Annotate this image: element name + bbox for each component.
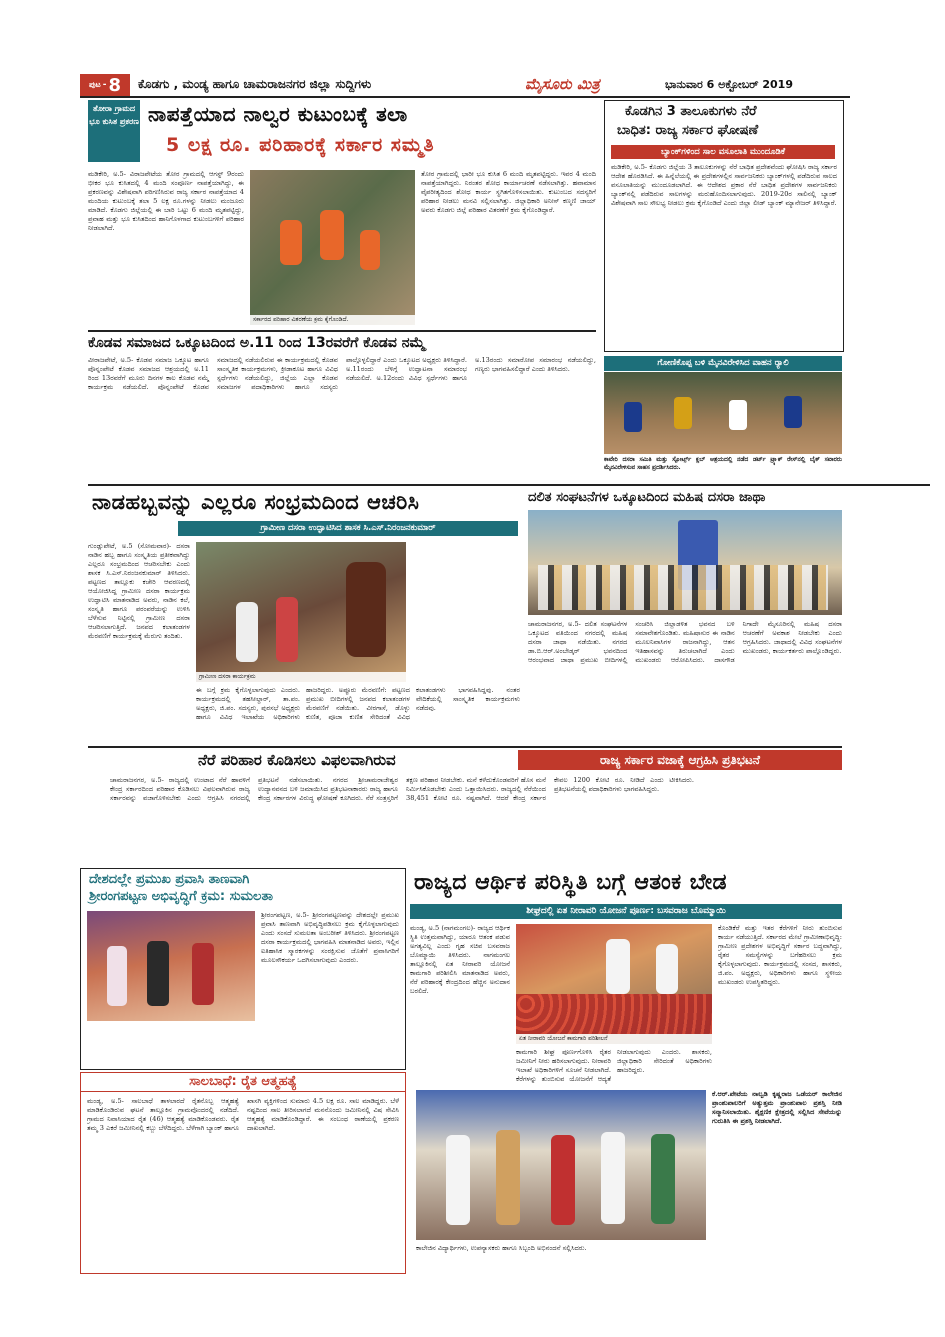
paper-name: ಮೈಸೂರು ಮಿತ್ರ [525,75,600,93]
rally-photo [604,372,842,454]
story-nadahabba [88,484,520,742]
photo-caption: ಏತ ನೀರಾವರಿ ಯೋಜನೆ ಕಾಮಗಾರಿ ಪರಿಶೀಲನೆ [516,1034,712,1044]
subhead: ಶೀಘ್ರದಲ್ಲಿ ಏತ ನೀರಾವರಿ ಯೋಜನೆ ಪೂರ್ಣ: ಬಸವರಾಜ ಬೊಮ್ಮಾಯಿ [410,904,842,919]
masthead [80,74,850,98]
subhead: ಗ್ರಾಮೀಣ ದಸರಾ ಉದ್ಘಾಟಿಸಿದ ಶಾಸಕ ಸಿ.ಎಸ್.ನಿರಂಜನಕುಮಾರ್ [178,521,518,536]
fruit-display [516,994,712,1034]
story-tag: ತೋರಾ ಗ್ರಾಮದ ಭೂ ಕುಸಿತ ಪ್ರಕರಣ [88,100,140,162]
headline: ನೆರೆ ಪರಿಹಾರ ಕೊಡಿಸಲು ವಿಫಲವಾಗಿರುವ [198,751,396,769]
story-mahisha-dasara [522,484,842,742]
story-kodagu-flood [604,100,844,352]
person-figure [446,1135,470,1225]
article-body: ಮಡಿಕೇರಿ, ಅ.5- ಕೊಡಗು ಜಿಲ್ಲೆಯ 3 ತಾಲೂಕುಗಳನ್ನು ನೆರೆ ಬಾಧಿತ ಪ್ರದೇಶವೆಂದು ಘೋಷಿಸಿ ರಾಜ್ಯ ಸರ್ಕಾರ ಆದೇಶ ಹೊರಡಿಸಿದೆ. ಈ ಹಿನ್ನೆಲೆಯಲ್ಲಿ ಈ ಪ್ರದೇಶಗಳಲ್ಲಿನ ಸಾರ್ವಜನಿಕರು ಬ್ಯಾಂಕ್‌ಗಳಲ್ಲಿ ಪಡೆದಿರುವ ಸಾಲದ ವಸೂಲಾತಿಯನ್ನು ಮುಂದೂಡಲಾಗಿದೆ. ಈ ಆದೇಶದ ಪ್ರಕಾರ ನೆರೆ ಬಾಧಿತ ಪ್ರದೇಶಗಳ ಸಾರ್ವಜನಿಕರು ಬ್ಯಾಂಕ್‌ನಲ್ಲಿ ಪಡೆದಿರುವ ಸಾಲಗಳನ್ನು ಮರುಹೊಂದಿಸಲಾಗುವುದು. 2019-20ರ ಸಾಲಿನಲ್ಲಿ ಬ್ಯಾಂಕ್ ವಿಶೇಷವಾಗಿ ಸಾಲ ಸೌಲಭ್ಯ ನೀಡಲು ಕ್ರಮ ಕೈಗೊಂಡಿದೆ ಎಂದು ಜಿಲ್ಲಾ ಲೀಡ್ ಬ್ಯಾಂಕ್ ಮ್ಯಾನೇಜರ್ ತಿಳಿಸಿದ್ದಾರೆ. [611,163,837,207]
person-figure [656,944,678,994]
headline-tag: ರಾಜ್ಯ ಸರ್ಕಾರ ವಜಾಕ್ಕೆ ಆಗ್ರಹಿಸಿ ಪ್ರತಿಭಟನೆ [518,750,842,770]
article-body: ಮಡಿಕೇರಿ, ಅ.5- ವಿರಾಜಪೇಟೆಯ ತೋರ ಗ್ರಾಮದಲ್ಲಿ ಆಗಸ್ಟ್ 9ರಂದು ಭೀಕರ ಭೂ ಕುಸಿತದಲ್ಲಿ 4 ಮಂದಿ ಸಂಪೂರ್ಣ ನಾಪತ್ತೆಯಾಗಿದ್ದು, ಈ ಪ್ರಕರಣವನ್ನು ವಿಶೇಷವಾಗಿ ಪರಿಗಣಿಸಿರುವ ರಾಜ್ಯ ಸರ್ಕಾರ ನಾಪತ್ತೆಯಾದ 4 ಮಂದಿಯ ಕುಟುಂಬಕ್ಕೆ ತಲಾ 5 ಲಕ್ಷ ರೂ.ಗಳನ್ನು ನೀಡಲು ಮಂಜೂರು ಮಾಡಿದೆ. ಕೊಡಗು ಜಿಲ್ಲೆಯಲ್ಲಿ ಈ ಬಾರಿ ಒಟ್ಟು 6 ಮಂದಿ ಮೃತಪಟ್ಟಿದ್ದು, ಪ್ರವಾಹ ಮತ್ತು ಭೂ ಕುಸಿತದಿಂದ ಹಾನಿಗೊಳಗಾದ ಕುಟುಂಬಗಳಿಗೆ ಪರಿಹಾರ ನೀಡಲಾಗಿದೆ. [88,170,244,232]
person-figure [147,941,169,1006]
person-figure [496,1130,520,1225]
article-body: ಮಂಡ್ಯ, ಅ.5 (ನಾಗಮಂಗಲ)- ರಾಜ್ಯದ ಆರ್ಥಿಕ ಸ್ಥಿತಿ ಉತ್ತಮವಾಗಿದ್ದು, ಯಾರೂ ಆತಂಕ ಪಡುವ ಅಗತ್ಯವಿಲ್ಲ ಎಂದು ಗೃಹ ಸಚಿವ ಬಸವರಾಜ ಬೊಮ್ಮಾಯಿ ತಿಳಿಸಿದರು. ನಾಗಮಂಗಲ ತಾಲ್ಲೂಕಿನಲ್ಲಿ ಏತ ನೀರಾವರಿ ಯೋಜನೆ ಕಾಮಗಾರಿ ಪರಿಶೀಲಿಸಿ ಮಾತನಾಡಿದ ಅವರು, ನೆರೆ ಪರಿಹಾರಕ್ಕೆ ಕೇಂದ್ರದಿಂದ ಹೆಚ್ಚಿನ ಅನುದಾನ ಬರಲಿದೆ. [410,924,510,995]
article-body-continued: ತೋರ ಗ್ರಾಮದಲ್ಲಿ ಭಾರೀ ಭೂ ಕುಸಿತ 6 ಮಂದಿ ಮೃತಪಟ್ಟಿದ್ದರು. ಇವರ 4 ಮಂದಿ ನಾಪತ್ತೆಯಾಗಿದ್ದರು. ನಿರಂತರ ಶೋಧ ಕಾರ್ಯಾಚರಣೆ ನಡೆಸಲಾಗಿತ್ತು. ಹವಾಮಾನ ವೈಪರೀತ್ಯದಿಂದ ಶೋಧ ಕಾರ್ಯ ಸ್ಥಗಿತಗೊಳಿಸಲಾಯಿತು. ಕುಟುಂಬದ ಸದಸ್ಯರಿಗೆ ಪರಿಹಾರ ನೀಡಲು ಮನವಿ ಸಲ್ಲಿಸಲಾಗಿತ್ತು. ಜಿಲ್ಲಾಧಿಕಾರಿ ಅನೀಸ್ ಕಣ್ಮಣಿ ಜಾಯ್ ಅವರು ಕೊಡಗು ಜಿಲ್ಲೆ ಪರಿಹಾರ ವಿತರಣೆಗೆ ಕ್ರಮ ಕೈಗೊಂಡಿದ್ದಾರೆ. [421,170,596,214]
crowd [538,565,828,610]
divider [88,746,842,748]
article-body: ಗುಂಡ್ಲುಪೇಟೆ, ಅ.5 (ಸೋಮವಾರ)- ದಸರಾ ನಾಡಿನ ಹಬ್ಬ ಹಾಗೂ ಸಂಸ್ಕೃತಿಯ ಪ್ರತೀಕವಾಗಿದ್ದು ಎಲ್ಲರೂ ಸಂಭ್ರಮದಿಂದ ಆಚರಿಸಬೇಕು ಎಂದು ಶಾಸಕ ಸಿ.ಎಸ್.ನಿರಂಜನಕುಮಾರ್ ತಿಳಿಸಿದರು. ಪಟ್ಟಣದ ತಾಲ್ಲೂಕು ಕಚೇರಿ ಆವರಣದಲ್ಲಿ ಆಯೋಜಿಸಿದ್ದ ಗ್ರಾಮೀಣ ದಸರಾ ಕಾರ್ಯಕ್ರಮ ಉದ್ಘಾಟಿಸಿ ಮಾತನಾಡಿದ ಅವರು, ನಾಡಿನ ಕಲೆ, ಸಂಸ್ಕೃತಿ ಹಾಗೂ ಪರಂಪರೆಯನ್ನು ಉಳಿಸಿ ಬೆಳೆಸುವ ನಿಟ್ಟಿನಲ್ಲಿ ಗ್ರಾಮೀಣ ದಸರಾ ಆಚರಿಸಲಾಗುತ್ತಿದೆ. ಜನಪದ ಕಲಾತಂಡಗಳ ಮೆರವಣಿಗೆ ಕಾರ್ಯಕ್ರಮಕ್ಕೆ ಮೆರುಗು ತಂದಿತು. [88,542,190,640]
person-figure [236,602,258,662]
story-srirangapatna [80,868,406,1070]
story-flood-relief-protest [110,746,842,864]
headline: ದೇಶದಲ್ಲೇ ಪ್ರಮುಖ ಪ್ರವಾಸಿ ತಾಣವಾಗಿ [89,872,250,887]
page-number: 8 [108,74,122,96]
issue-date: ಭಾನುವಾರ 6 ಅಕ್ಟೋಬರ್ 2019 [665,78,793,91]
rescue-worker [360,230,380,270]
headline: ದಲಿತ ಸಂಘಟನೆಗಳ ಒಕ್ಕೂಟದಿಂದ ಮಹಿಷ ದಸರಾ ಜಾಥಾ [528,490,766,505]
rider [674,397,692,429]
person-figure [107,946,127,1006]
headline: ಕೊಡಗಿನ 3 ತಾಲೂಕುಗಳು ನೆರೆ [625,104,757,119]
dasara-photo [196,542,406,682]
minister-photo [516,924,712,1044]
section-title: ಕೊಡಗು , ಮಂಡ್ಯ ಹಾಗೂ ಚಾಮರಾಜನಗರ ಜಿಲ್ಲಾ ಸುದ್ದಿಗಳು [138,77,372,91]
rescue-worker [320,210,344,260]
story-kodava-nammé [88,330,596,470]
story-farmer-suicide [80,1072,406,1274]
divider [88,330,596,332]
person-figure [601,1132,625,1224]
article-body: ಚಾಮರಾಜನಗರ, ಅ.5- ರಾಜ್ಯದಲ್ಲಿ ಉಂಟಾದ ನೆರೆ ಹಾವಳಿಗೆ ಕೇಂದ್ರ ಸರ್ಕಾರದಿಂದ ಪರಿಹಾರ ಕೊಡಿಸಲು ವಿಫಲವಾಗಿರುವ ರಾಜ್ಯ ಸರ್ಕಾರವನ್ನು ವಜಾಗೊಳಿಸಬೇಕು ಎಂದು ಆಗ್ರಹಿಸಿ ನಗರದಲ್ಲಿ ಪ್ರತಿಭಟನೆ ನಡೆಸಲಾಯಿತು. ನಗರದ ಶ್ರೀಚಾಮರಾಜೇಶ್ವರ ಉದ್ಯಾನವನದ ಬಳಿ ಜಮಾಯಿಸಿದ ಪ್ರತಿಭಟನಾಕಾರರು ರಾಜ್ಯ ಹಾಗೂ ಕೇಂದ್ರ ಸರ್ಕಾರಗಳ ವಿರುದ್ಧ ಘೋಷಣೆ ಕೂಗಿದರು. ನೆರೆ ಸಂತ್ರಸ್ತರಿಗೆ ತಕ್ಷಣ ಪರಿಹಾರ ನೀಡಬೇಕು. ಮನೆ ಕಳೆದುಕೊಂಡವರಿಗೆ ಹೊಸ ಮನೆ ನಿರ್ಮಿಸಿಕೊಡಬೇಕು ಎಂದು ಒತ್ತಾಯಿಸಿದರು. ರಾಜ್ಯದಲ್ಲಿ ನೆರೆಯಿಂದ 38,451 ಕೋಟಿ ರೂ. ನಷ್ಟವಾಗಿದೆ. ಆದರೆ ಕೇಂದ್ರ ಸರ್ಕಾರ ಕೇವಲ 1200 ಕೋಟಿ ರೂ. ನೀಡಿದೆ ಎಂದು ಟೀಕಿಸಿದರು. ಪ್ರತಿಭಟನೆಯಲ್ಲಿ ಪದಾಧಿಕಾರಿಗಳು ಭಾಗವಹಿಸಿದ್ದರು. [110,776,694,802]
page-label: ಪುಟ [88,80,101,89]
article-body: ಮಂಡ್ಯ, ಅ.5- ಸಾಲಬಾಧೆ ತಾಳಲಾರದೆ ರೈತನೊಬ್ಬ ಆತ್ಮಹತ್ಯೆ ಮಾಡಿಕೊಂಡಿರುವ ಘಟನೆ ತಾಲ್ಲೂಕಿನ ಗ್ರಾಮವೊಂದರಲ್ಲಿ ನಡೆದಿದೆ. ಗ್ರಾಮದ ನಿವಾಸಿಯಾದ ರೈತ (46) ಆತ್ಮಹತ್ಯೆ ಮಾಡಿಕೊಂಡವರು. ರೈತ ತಮ್ಮ 3 ಎಕರೆ ಜಮೀನಿನಲ್ಲಿ ಕಬ್ಬು ಬೆಳೆದಿದ್ದರು. ಬೆಳೆಗಾಗಿ ಬ್ಯಾಂಕ್ ಹಾಗೂ ಖಾಸಗಿ ವ್ಯಕ್ತಿಗಳಿಂದ ಸುಮಾರು 4.5 ಲಕ್ಷ ರೂ. ಸಾಲ ಮಾಡಿದ್ದರು. ಬೆಳೆ ನಷ್ಟದಿಂದ ಸಾಲ ತೀರಿಸಲಾಗದೆ ಮನನೊಂದು ಜಮೀನಿನಲ್ಲಿ ವಿಷ ಸೇವಿಸಿ ಆತ್ಮಹತ್ಯೆ ಮಾಡಿಕೊಂಡಿದ್ದಾರೆ. ಈ ಸಂಬಂಧ ಠಾಣೆಯಲ್ಲಿ ಪ್ರಕರಣ ದಾಖಲಾಗಿದೆ. [87,1097,399,1132]
dancer-figure [346,562,386,657]
headline: ರಾಜ್ಯದ ಆರ್ಥಿಕ ಪರಿಸ್ಥಿತಿ ಬಗ್ಗೆ ಆತಂಕ ಬೇಡ [414,870,728,895]
headline: ನಾಡಹಬ್ಬವನ್ನು ಎಲ್ಲರೂ ಸಂಭ್ರಮದಿಂದ ಆಚರಿಸಿ [92,490,420,514]
article-body: ಚಾಮರಾಜನಗರ, ಅ.5- ದಲಿತ ಸಂಘಟನೆಗಳ ಒಕ್ಕೂಟದ ವತಿಯಿಂದ ನಗರದಲ್ಲಿ ಮಹಿಷ ದಸರಾ ಜಾಥಾ ನಡೆಯಿತು. ನಗರದ ಡಾ.ಬಿ.ಆರ್.ಅಂಬೇಡ್ಕರ್ ಭವನದಿಂದ ಆರಂಭವಾದ ಜಾಥಾ ಪ್ರಮುಖ ಬೀದಿಗಳಲ್ಲಿ ಸಂಚರಿಸಿ ಜಿಲ್ಲಾಡಳಿತ ಭವನದ ಬಳಿ ಸಮಾವೇಶಗೊಂಡಿತು. ಮಹಿಷಾಸುರ ಈ ನಾಡಿನ ಮೂಲನಿವಾಸಿಗಳ ರಾಜನಾಗಿದ್ದು, ಆತನ ಇತಿಹಾಸವನ್ನು ತಿರುಚಲಾಗಿದೆ ಎಂದು ಮುಖಂಡರು ಆರೋಪಿಸಿದರು. ದಾಸಗೌಡ ನಿಗಾದೇ ಮೈಸೂರಿನಲ್ಲಿ ಮಹಿಷ ದಸರಾ ಆಚರಣೆಗೆ ಅವಕಾಶ ನೀಡಬೇಕು ಎಂದು ಆಗ್ರಹಿಸಿದರು. ಜಾಥಾದಲ್ಲಿ ವಿವಿಧ ಸಂಘಟನೆಗಳ ಮುಖಂಡರು, ಕಾರ್ಯಕರ್ತರು ಪಾಲ್ಗೊಂಡಿದ್ದರು. [528,620,842,664]
article-body: ವೀರಾಜಪೇಟೆ, ಅ.5- ಕೊಡವ ಸಮಾಜ ಒಕ್ಕೂಟ ಹಾಗೂ ಪೊನ್ನಂಪೇಟೆ ಕೊಡವ ಸಮಾಜದ ಆಶ್ರಯದಲ್ಲಿ ಅ.11 ರಿಂದ 13ರವರೆಗೆ ಮೂರು ದಿನಗಳ ಕಾಲ ಕೊಡವ ನಮ್ಮೆ ಕಾರ್ಯಕ್ರಮ ನಡೆಯಲಿದೆ. ಪೊನ್ನಂಪೇಟೆ ಕೊಡವ ಸಮಾಜದಲ್ಲಿ ನಡೆಯಲಿರುವ ಈ ಕಾರ್ಯಕ್ರಮದಲ್ಲಿ ಕೊಡವ ಸಾಂಸ್ಕೃತಿಕ ಕಾರ್ಯಕ್ರಮಗಳು, ಕ್ರೀಡಾಕೂಟ ಹಾಗೂ ವಿವಿಧ ಸ್ಪರ್ಧೆಗಳು ನಡೆಯಲಿದ್ದು, ಜಿಲ್ಲೆಯ ಎಲ್ಲಾ ಕೊಡವ ಸಮಾಜಗಳ ಪದಾಧಿಕಾರಿಗಳು ಹಾಗೂ ಸದಸ್ಯರು ಪಾಲ್ಗೊಳ್ಳಲಿದ್ದಾರೆ ಎಂದು ಒಕ್ಕೂಟದ ಅಧ್ಯಕ್ಷರು ತಿಳಿಸಿದ್ದಾರೆ. ಅ.11ರಂದು ಬೆಳಿಗ್ಗೆ ಉದ್ಘಾಟನಾ ಸಮಾರಂಭ ನಡೆಯಲಿದೆ. ಅ.12ರಂದು ವಿವಿಧ ಸ್ಪರ್ಧೆಗಳು ಹಾಗೂ ಅ.13ರಂದು ಸಮಾರೋಪ ಸಮಾರಂಭ ನಡೆಯಲಿದ್ದು, ಗಣ್ಯರು ಭಾಗವಹಿಸಲಿದ್ದಾರೆ ಎಂದು ತಿಳಿಸಿದರು. [88,356,596,391]
person-figure [192,943,214,1005]
rider [729,400,747,430]
page-number-badge [80,74,130,96]
article-body-continued: ಕಾಮಗಾರಿ ಶೀಘ್ರ ಪೂರ್ಣಗೊಳಿಸಿ ರೈತರ ಜಮೀನಿಗೆ ನೀರು ಹರಿಸಲಾಗುವುದು. ನೀರಾವರಿ ಇಲಾಖೆ ಅಧಿಕಾರಿಗಳಿಗೆ ಸೂಚನೆ ನೀಡಲಾಗಿದೆ. ಕೆರೆಗಳನ್ನು ತುಂಬಿಸುವ ಯೋಜನೆಗೆ ಆದ್ಯತೆ ನೀಡಲಾಗುವುದು ಎಂದರು. ಶಾಸಕರು, ಜಿಲ್ಲಾಧಿಕಾರಿ ಸೇರಿದಂತೆ ಅಧಿಕಾರಿಗಳು ಹಾಜರಿದ್ದರು. [516,1048,712,1083]
event-photo [87,911,255,1021]
title-bar [81,1073,405,1092]
headline-line-2: 5 ಲಕ್ಷ ರೂ. ಪರಿಹಾರಕ್ಕೆ ಸರ್ಕಾರ ಸಮ್ಮತಿ [166,134,435,156]
person-figure [276,597,298,662]
photo-caption: ಕಾವೇರಿ ದಸರಾ ಸಮಿತಿ ಮತ್ತು ಸ್ಪೋರ್ಟ್ಸ್ ಕ್ಲಬ್ ಆಶ್ರಯದಲ್ಲಿ ನಡೆದ ಡರ್ಟ್ ಟ್ರ್ಯಾಕ್ ರೇಸ್‌ನಲ್ಲಿ ಬೈಕ್ ಸವಾರರು ಮೈನವಿರೇಳಿಸುವ ಸಾಹಸ ಪ್ರದರ್ಶಿಸಿದರು. [604,456,842,471]
article-body-right: ಕೊಂಡಿಕೆರೆ ಮತ್ತು ಇತರ ಕೆರೆಗಳಿಗೆ ನೀರು ತುಂಬಿಸುವ ಕಾರ್ಯ ನಡೆಯುತ್ತಿದೆ. ಸರ್ಕಾರದ ಮೇಲೆ ಗ್ರಾಮೀಣಾಭಿವೃದ್ಧಿ: ಗ್ರಾಮೀಣ ಪ್ರದೇಶಗಳ ಅಭಿವೃದ್ಧಿಗೆ ಸರ್ಕಾರ ಬದ್ಧವಾಗಿದ್ದು, ರೈತರ ಸಮಸ್ಯೆಗಳನ್ನು ಬಗೆಹರಿಸಲು ಕ್ರಮ ಕೈಗೊಳ್ಳಲಾಗುವುದು. ಕಾರ್ಯಕ್ರಮದಲ್ಲಿ ಸಂಸದ, ಶಾಸಕರು, ಜಿ.ಪಂ. ಅಧ್ಯಕ್ಷರು, ಅಧಿಕಾರಿಗಳು ಹಾಗೂ ಸ್ಥಳೀಯ ಮುಖಂಡರು ಉಪಸ್ಥಿತರಿದ್ದರು. [718,924,842,986]
rider [624,402,642,432]
article-body: ಕಾಲೇಜಿನ ವಿದ್ಯಾರ್ಥಿಗಳು, ಉಪನ್ಯಾಸಕರು ಹಾಗೂ ಸಿಬ್ಬಂದಿ ಅಭಿನಂದನೆ ಸಲ್ಲಿಸಿದರು. [416,1244,587,1252]
rescue-worker [280,220,302,265]
photo-caption: ಸರ್ಕಾರದ ಪರಿಹಾರ ವಿತರಣೆಯ ಕ್ರಮ ಕೈಗೊಂಡಿದೆ. [250,315,415,325]
photo-title: ಗೋಣಿಕೊಪ್ಪ ಬಳಿ ಮೈನವಿರೇಳಿಸಿದ ವಾಹನ ರ್‍ಯಾಲಿ [604,356,842,371]
person-figure [551,1135,575,1225]
story-award [410,1090,842,1272]
rally-crowd-photo [528,510,842,615]
photo-caption: ಗ್ರಾಮೀಣ ದಸರಾ ಕಾರ್ಯಕ್ರಮ [196,672,406,682]
story-bike-rally [604,356,842,476]
headline: ನಾಪತ್ತೆಯಾದ ನಾಲ್ವರ ಕುಟುಂಬಕ್ಕೆ ತಲಾ [148,102,408,126]
article-body: ಶ್ರೀರಂಗಪಟ್ಟಣ, ಅ.5- ಶ್ರೀರಂಗಪಟ್ಟಣವನ್ನು ದೇಶದಲ್ಲೇ ಪ್ರಮುಖ ಪ್ರವಾಸಿ ತಾಣವಾಗಿ ಅಭಿವೃದ್ಧಿಪಡಿಸಲು ಕ್ರಮ ಕೈಗೊಳ್ಳಲಾಗುವುದು ಎಂದು ಸಂಸದೆ ಸುಮಲತಾ ಅಂಬರೀಶ್ ತಿಳಿಸಿದರು. ಶ್ರೀರಂಗಪಟ್ಟಣ ದಸರಾ ಕಾರ್ಯಕ್ರಮದಲ್ಲಿ ಭಾಗವಹಿಸಿ ಮಾತನಾಡಿದ ಅವರು, ಇಲ್ಲಿನ ಐತಿಹಾಸಿಕ ಸ್ಮಾರಕಗಳನ್ನು ಸಂರಕ್ಷಿಸುವ ಜೊತೆಗೆ ಪ್ರವಾಸಿಗರಿಗೆ ಮೂಲಸೌಕರ್ಯ ಒದಗಿಸಲಾಗುವುದು ಎಂದರು. [261,911,399,964]
story-economy [410,868,842,1086]
headline-line-2: ಬಾಧಿತ: ರಾಜ್ಯ ಸರ್ಕಾರ ಘೋಷಣೆ [617,123,759,138]
subhead: ಬ್ಯಾಂಕ್‌ಗಳಿಂದ ಸಾಲ ವಸೂಲಾತಿ ಮುಂದೂಡಿಕೆ [611,145,835,159]
headline: ಸಾಲಬಾಧೆ: ರೈತ ಆತ್ಮಹತ್ಯೆ [189,1074,297,1089]
story-landslide [88,100,596,325]
rider [784,396,802,428]
person-figure [606,939,630,994]
award-photo [416,1090,706,1240]
rescue-photo [250,170,415,325]
article-body-continued: ಈ ಬಗ್ಗೆ ಕ್ರಮ ಕೈಗೊಳ್ಳಲಾಗುವುದು ಎಂದರು. ಕಾರ್ಯಕ್ರಮದಲ್ಲಿ ತಹಸೀಲ್ದಾರ್, ತಾ.ಪಂ. ಅಧ್ಯಕ್ಷರು, ಜಿ.ಪಂ. ಸದಸ್ಯರು, ಪುರಸಭೆ ಅಧ್ಯಕ್ಷರು ಹಾಗೂ ವಿವಿಧ ಇಲಾಖೆಯ ಅಧಿಕಾರಿಗಳು ಹಾಜರಿದ್ದರು. ಅಪ್ಪೂರು ಮೆರವಣಿಗೆ: ಪಟ್ಟಣದ ಪ್ರಮುಖ ಬೀದಿಗಳಲ್ಲಿ ಜನಪದ ಕಲಾತಂಡಗಳ ಮೆರವಣಿಗೆ ನಡೆಯಿತು. ವೀರಗಾಸೆ, ಡೊಳ್ಳು ಕುಣಿತ, ಪೂಜಾ ಕುಣಿತ ಸೇರಿದಂತೆ ವಿವಿಧ ಕಲಾತಂಡಗಳು ಭಾಗವಹಿಸಿದ್ದವು. ನಂತರ ವೇದಿಕೆಯಲ್ಲಿ ಸಾಂಸ್ಕೃತಿಕ ಕಾರ್ಯಕ್ರಮಗಳು ನಡೆದವು. [196,686,520,721]
person-figure [651,1134,675,1224]
photo-caption: ಕೆ.ಆರ್.ಪೇಟೆಯ ನಾಲ್ವಡಿ ಕೃಷ್ಣರಾಜ ಒಡೆಯರ್ ಕಾಲೇಜಿನ ಪ್ರಾಂಶುಪಾಲರಿಗೆ ಅತ್ಯುತ್ತಮ ಪ್ರಾಂಶುಪಾಲ ಪ್ರಶಸ್ತಿ ನೀಡಿ ಸನ್ಮಾನಿಸಲಾಯಿತು. ಶೈಕ್ಷಣಿಕ ಕ್ಷೇತ್ರದಲ್ಲಿ ಸಲ್ಲಿಸಿದ ಸೇವೆಯನ್ನು ಗುರುತಿಸಿ ಈ ಪ್ರಶಸ್ತಿ ನೀಡಲಾಗಿದೆ. [712,1090,842,1125]
page-sep: - [102,80,107,90]
headline-line-2: ಶ್ರೀರಂಗಪಟ್ಟಣ ಅಭಿವೃದ್ಧಿಗೆ ಕ್ರಮ: ಸುಮಲತಾ [89,889,273,904]
headline: ಕೊಡವ ಸಮಾಜದ ಒಕ್ಕೂಟದಿಂದ ಅ.11 ರಿಂದ 13ರವರೆಗೆ ಕೊಡವ ನಮ್ಮೆ [88,335,426,351]
